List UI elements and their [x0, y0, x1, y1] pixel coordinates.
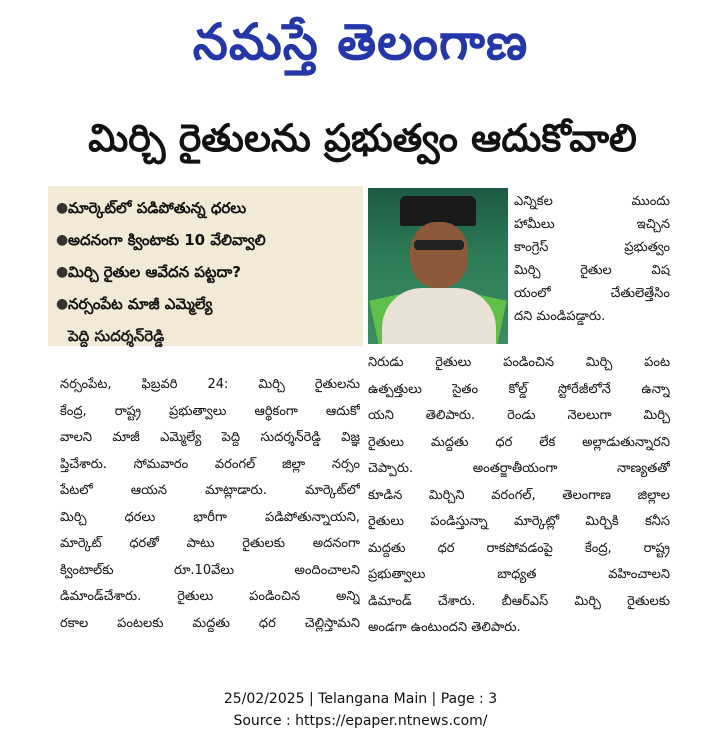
highlight-text: అదనంగా క్వింటాకు 10 వేలివ్వాలి — [68, 231, 266, 249]
highlights-box — [48, 186, 363, 346]
highlight-item — [56, 224, 355, 256]
bullet-icon: ● — [56, 200, 69, 216]
highlight-text-continued: పెద్ది సుదర్శన్‌రెడ్డి — [68, 327, 165, 345]
highlight-item — [56, 288, 355, 320]
bullet-icon: ● — [56, 296, 69, 312]
bullet-icon: ● — [56, 264, 69, 280]
article-column-left: నర్సంపేట, ఫిబ్రవరి 24: మిర్చి రైతులను కేంద్ర, రాష్ట్ర ప్రభుత్వాలు ఆర్థికంగా ఆదుకో వాలని మాజీ ఎమ్మెల్యే పెద్ది సుదర్శన్‌రెడ్డి విజ్ఞ ప్తిచేశారు. సోమవారం వరంగల్ జిల్లా నర్సం పేటలో ఆయన మాట్లాడారు. మార్కెట్‌లో మిర్చి ధరలు భారీగా పడిపోతున్నాయని, మార్కెట్ ధరతో పాటు రైతులకు అదనంగా క్వింటాల్‌కు రూ.10వేలు అందించాలని డిమాండ్‌చేశారు. రైతులు పండించిన అన్ని రకాల పంటలకు మద్దతు ధర చెల్లిస్తామని — [60, 377, 360, 631]
person-photo — [368, 188, 508, 344]
masthead-logo: నమస్తే తెలంగాణ — [192, 12, 529, 71]
highlight-text: మార్కెట్‌లో పడిపోతున్న ధరలు — [68, 199, 247, 217]
highlight-text: నర్సంపేట మాజీ ఎమ్మెల్యే — [68, 295, 213, 313]
source-footer — [0, 688, 721, 732]
highlight-item — [56, 192, 355, 224]
bullet-icon: ● — [56, 232, 69, 248]
highlight-text: మిర్చి రైతుల ఆవేదన పట్టదా? — [68, 263, 241, 281]
headline: మిర్చి రైతులను ప్రభుత్వం ఆదుకోవాలి — [88, 116, 637, 160]
article-column-right: నిరుడు రైతులు పండించిన మిర్చి పంట ఉత్పత్తులు సైతం కోల్డ్ స్టోరేజీలోనే ఉన్నా యని తెలిపారు. రెండు నెలలుగా మిర్చి రైతులు మద్దతు ధర లేక అల్లాడుతున్నారని చెప్పారు. అంతర్జాతీయంగా నాణ్యతతో కూడిన మిర్చిని వరంగల్, తెలంగాణ జిల్లాల రైతులు పండిస్తున్నా మార్కెట్లో మిర్చికి కనీస మద్దతు ధర రాకపోవడంపై కేంద్ర, రాష్ట్ర ప్రభుత్వాలు బాధ్యత వహించాలని డిమాండ్ చేశారు. బీఆర్‌ఎస్ మిర్చి రైతులకు అండగా ఉంటుందని తెలిపారు. — [368, 355, 670, 635]
edition-info: 25/02/2025 | Telangana Main | Page : 3 — [223, 691, 498, 707]
source-url: Source : https://epaper.ntnews.com/ — [233, 713, 488, 729]
news-clipping — [0, 86, 721, 686]
article-text-beside-photo: ఎన్నికల ముందు హామీలు ఇచ్చిన కాంగ్రెస్ ప్రభుత్వం మిర్చి రైతుల విష యంలో చేతులెత్తేసిం దని మండిపడ్డారు. — [514, 194, 670, 324]
highlight-item — [56, 256, 355, 288]
